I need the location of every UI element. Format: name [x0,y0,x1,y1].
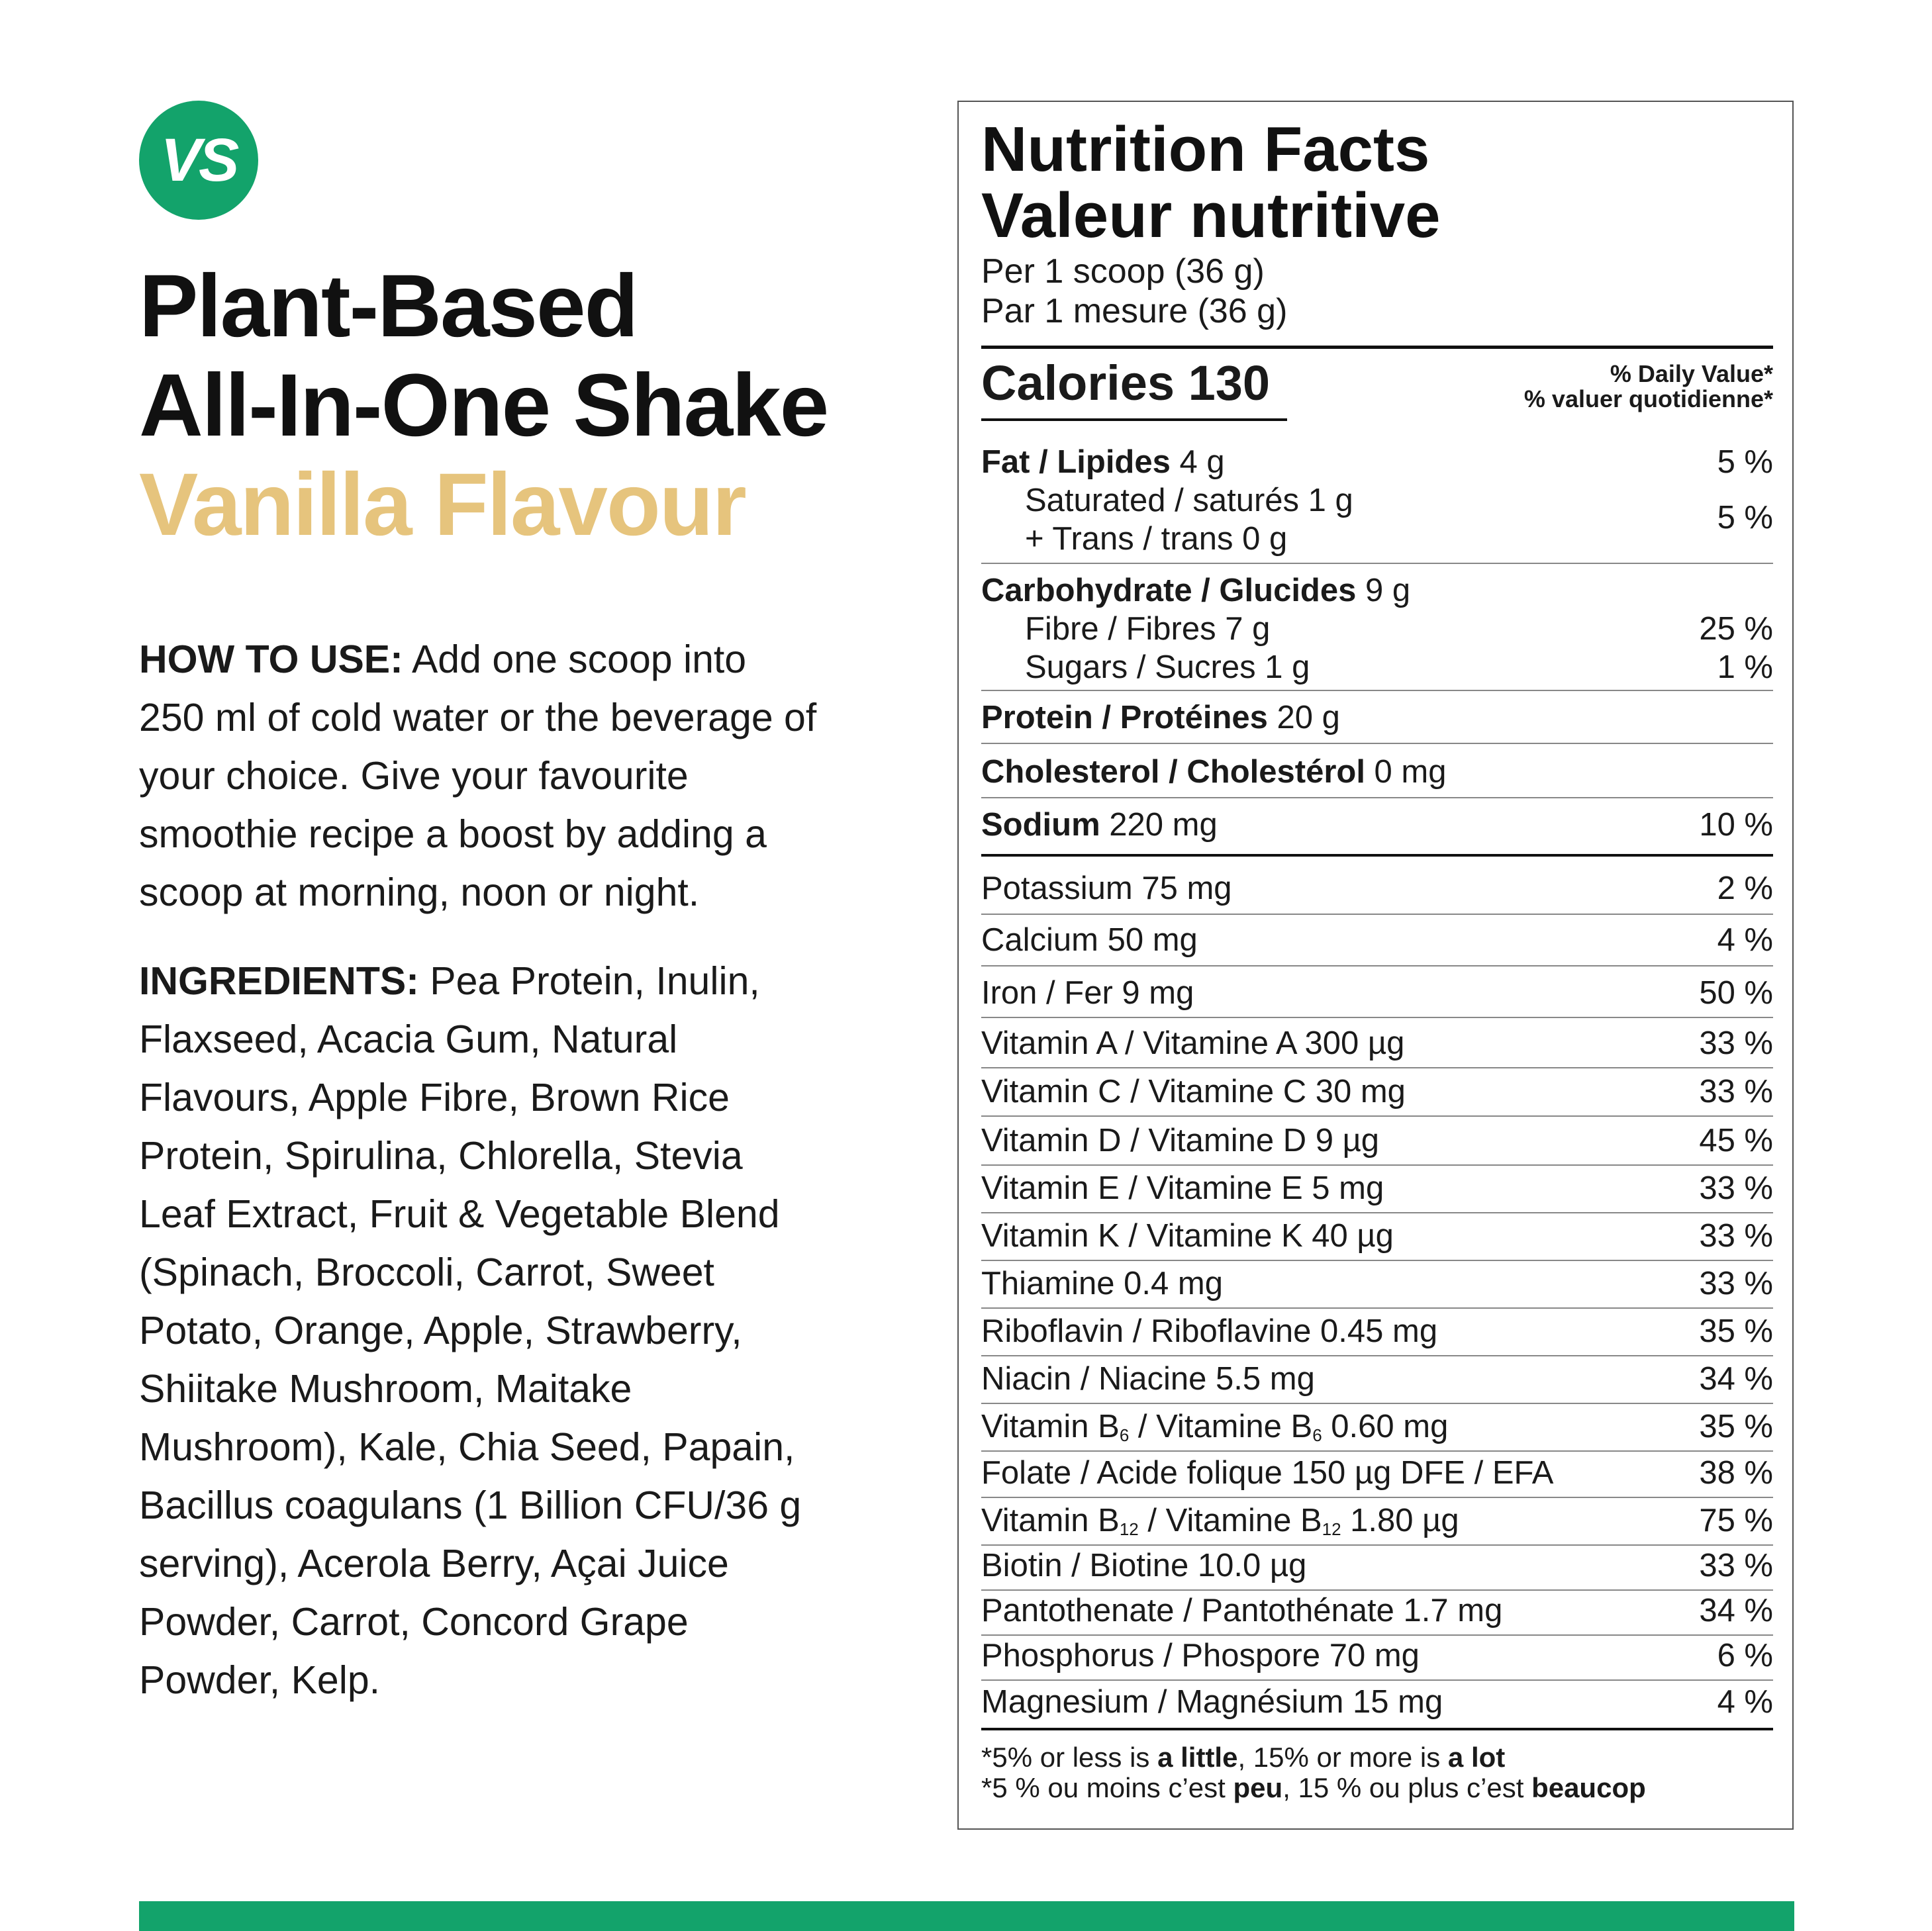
nutrition-facts-panel [957,101,1794,1830]
footnote [981,1742,1646,1803]
divider [981,797,1773,798]
folate-label: Folate / Acide folique 150 µg DFE / EFA [981,1455,1554,1491]
row-sodium [981,806,1773,843]
divider [981,1634,1773,1636]
row-magnesium [981,1683,1773,1720]
daily-value-fr: % valuer quotidienne* [1523,385,1773,412]
vitamin-a-label: Vitamin A / Vitamine A 300 µg [981,1025,1405,1061]
how-to-use-text-2: 250 ml of cold water or the beverage of [139,696,817,739]
divider [981,965,1773,966]
title-line-1: Plant-Based [139,257,638,355]
row-trans [981,520,1773,557]
daily-value-en: % Daily Value* [1610,360,1773,387]
divider [981,1355,1773,1356]
how-to-use [139,630,900,921]
serving-size [981,252,1287,331]
ingredients [139,952,900,1709]
row-vitamin-a [981,1025,1773,1062]
divider [981,914,1773,915]
calories: Calories 130 [981,355,1271,410]
divider-bottom [981,1728,1773,1730]
row-folate [981,1454,1773,1491]
ingredients-text-1: Pea Protein, Inulin, [418,959,760,1003]
ingredients-label: INGREDIENTS: [139,959,419,1003]
divider [981,1679,1773,1681]
fibre-pct: 25 % [1699,611,1773,647]
ingredients-text-5: Leaf Extract, Fruit & Vegetable Blend [139,1192,780,1236]
calcium-pct: 4 % [1717,922,1773,958]
nutrition-title [981,114,1441,251]
sodium-amount: 220 mg [1100,807,1218,843]
sodium-pct: 10 % [1699,807,1773,843]
protein-label: Protein / Protéines [981,700,1268,735]
ingredients-text-2: Flaxseed, Acacia Gum, Natural [139,1017,678,1061]
saturated-pct: 5 % [1717,500,1773,536]
riboflavin-pct: 35 % [1699,1313,1773,1349]
bottom-green-bar [139,1901,1794,1931]
ingredients-text-6: (Spinach, Broccoli, Carrot, Sweet [139,1250,714,1294]
niacin-label: Niacin / Niacine 5.5 mg [981,1361,1315,1397]
potassium-label: Potassium 75 mg [981,871,1232,906]
fat-amount: 4 g [1170,444,1225,480]
phosphorus-pct: 6 % [1717,1638,1773,1673]
row-potassium [981,870,1773,907]
magnesium-pct: 4 % [1717,1684,1773,1720]
ingredients-text-9: Mushroom), Kale, Chia Seed, Papain, [139,1425,795,1469]
iron-pct: 50 % [1699,975,1773,1011]
divider [981,1017,1773,1018]
ingredients-text-11: serving), Acerola Berry, Açai Juice [139,1542,729,1585]
divider [981,1115,1773,1117]
row-calcium [981,921,1773,959]
vitamin-c-label: Vitamin C / Vitamine C 30 mg [981,1074,1406,1109]
how-to-use-text-1: Add one scoop into [403,637,747,681]
divider [981,1164,1773,1166]
divider [981,1307,1773,1309]
protein-amount: 20 g [1267,700,1340,735]
niacin-pct: 34 % [1699,1361,1773,1397]
saturated-label: Saturated / saturés 1 g [1025,483,1353,518]
ingredients-text-4: Protein, Spirulina, Chlorella, Stevia [139,1134,743,1178]
row-protein [981,699,1773,736]
vitamin-e-label: Vitamin E / Vitamine E 5 mg [981,1170,1384,1206]
divider [981,1260,1773,1261]
sodium-label: Sodium [981,807,1100,843]
how-to-use-text-4: smoothie recipe a boost by adding a [139,812,767,856]
row-fibre [981,610,1773,647]
pantothenate-pct: 34 % [1699,1593,1773,1628]
logo-text: VS [160,126,237,194]
nutrition-title-en: Nutrition Facts [981,114,1430,185]
fat-pct: 5 % [1717,444,1773,480]
vitamin-a-pct: 33 % [1699,1025,1773,1061]
row-pantothenate [981,1592,1773,1629]
potassium-pct: 2 % [1717,871,1773,906]
row-vitamin-b6 [981,1408,1773,1445]
thiamine-pct: 33 % [1699,1266,1773,1301]
phosphorus-label: Phosphorus / Phospore 70 mg [981,1638,1420,1673]
vitamin-b12-pct: 75 % [1699,1503,1773,1538]
cholesterol-amount: 0 mg [1365,754,1447,790]
carb-label: Carbohydrate / Glucides [981,573,1357,608]
divider [981,1067,1773,1068]
nutrition-title-fr: Valeur nutritive [981,180,1441,251]
ingredients-text-13: Powder, Kelp. [139,1658,381,1702]
row-iron [981,974,1773,1012]
sugars-pct: 1 % [1717,649,1773,685]
divider [981,1212,1773,1213]
divider [981,1497,1773,1498]
how-to-use-text-5: scoop at morning, noon or night. [139,871,700,914]
divider [981,1589,1773,1591]
trans-label: + Trans / trans 0 g [1025,521,1288,557]
product-title [139,257,828,555]
ingredients-text-3: Flavours, Apple Fibre, Brown Rice [139,1076,730,1119]
row-cholesterol [981,753,1773,790]
divider-top [981,346,1773,349]
iron-label: Iron / Fer 9 mg [981,975,1194,1011]
footnote-en: *5% or less is a little, 15% or more is a lot [981,1742,1506,1773]
vitamin-c-pct: 33 % [1699,1074,1773,1109]
row-vitamin-k [981,1217,1773,1254]
daily-value-header [1524,361,1773,412]
row-biotin [981,1547,1773,1584]
row-vitamin-b12 [981,1502,1773,1539]
folate-pct: 38 % [1699,1455,1773,1491]
vitamin-b6-pct: 35 % [1699,1409,1773,1444]
brand-logo [139,101,258,220]
riboflavin-label: Riboflavin / Riboflavine 0.45 mg [981,1313,1438,1349]
ingredients-text-10: Bacillus coagulans (1 Billion CFU/36 g [139,1484,802,1527]
footnote-fr: *5 % ou moins c’est peu, 15 % ou plus c’est beaucop [981,1772,1646,1803]
divider [981,1403,1773,1404]
calories-underline [981,418,1287,421]
row-niacin [981,1360,1773,1397]
row-vitamin-d [981,1122,1773,1159]
vitamin-e-pct: 33 % [1699,1170,1773,1206]
biotin-label: Biotin / Biotine 10.0 µg [981,1548,1307,1583]
how-to-use-text-3: your choice. Give your favourite [139,754,689,798]
ingredients-text-12: Powder, Carrot, Concord Grape [139,1600,689,1644]
flavour-title: Vanilla Flavour [139,455,746,554]
row-thiamine [981,1265,1773,1302]
magnesium-label: Magnesium / Magnésium 15 mg [981,1684,1443,1720]
carb-amount: 9 g [1356,573,1411,608]
divider [981,563,1773,564]
fat-label: Fat / Lipides [981,444,1171,480]
fibre-label: Fibre / Fibres 7 g [1025,611,1271,647]
calcium-label: Calcium 50 mg [981,922,1198,958]
row-phosphorus [981,1637,1773,1674]
sugars-label: Sugars / Sucres 1 g [1025,649,1310,685]
ingredients-text-7: Potato, Orange, Apple, Strawberry, [139,1309,742,1352]
row-saturated [981,482,1773,536]
thiamine-label: Thiamine 0.4 mg [981,1266,1223,1301]
ingredients-text-8: Shiitake Mushroom, Maitake [139,1367,632,1411]
divider [981,690,1773,691]
row-sugars [981,649,1773,686]
serving-fr: Par 1 mesure (36 g) [981,292,1288,330]
biotin-pct: 33 % [1699,1548,1773,1583]
vitamin-d-label: Vitamin D / Vitamine D 9 µg [981,1123,1380,1158]
divider [981,1544,1773,1546]
vitamin-d-pct: 45 % [1699,1123,1773,1158]
divider-thick [981,854,1773,857]
pantothenate-label: Pantothenate / Pantothénate 1.7 mg [981,1593,1503,1628]
vitamin-b6-label: Vitamin $B_6$ / Vitamine $B_6$ 0.60 mg [981,1409,1449,1445]
divider [981,1450,1773,1452]
vitamin-k-label: Vitamin K / Vitamine K 40 µg [981,1218,1394,1254]
vitamin-k-pct: 33 % [1699,1218,1773,1254]
title-line-2: All-In-One Shake [139,356,828,455]
row-vitamin-c [981,1073,1773,1110]
serving-en: Per 1 scoop (36 g) [981,252,1265,291]
row-fat [981,444,1773,481]
row-riboflavin [981,1313,1773,1350]
how-to-use-label: HOW TO USE: [139,637,403,681]
cholesterol-label: Cholesterol / Cholestérol [981,754,1365,790]
divider [981,743,1773,744]
vitamin-b12-label: Vitamin $B_{12}$ / Vitamine $B_{12}$ 1.80 µg [981,1503,1459,1539]
row-vitamin-e [981,1170,1773,1207]
row-carbohydrate [981,572,1773,609]
